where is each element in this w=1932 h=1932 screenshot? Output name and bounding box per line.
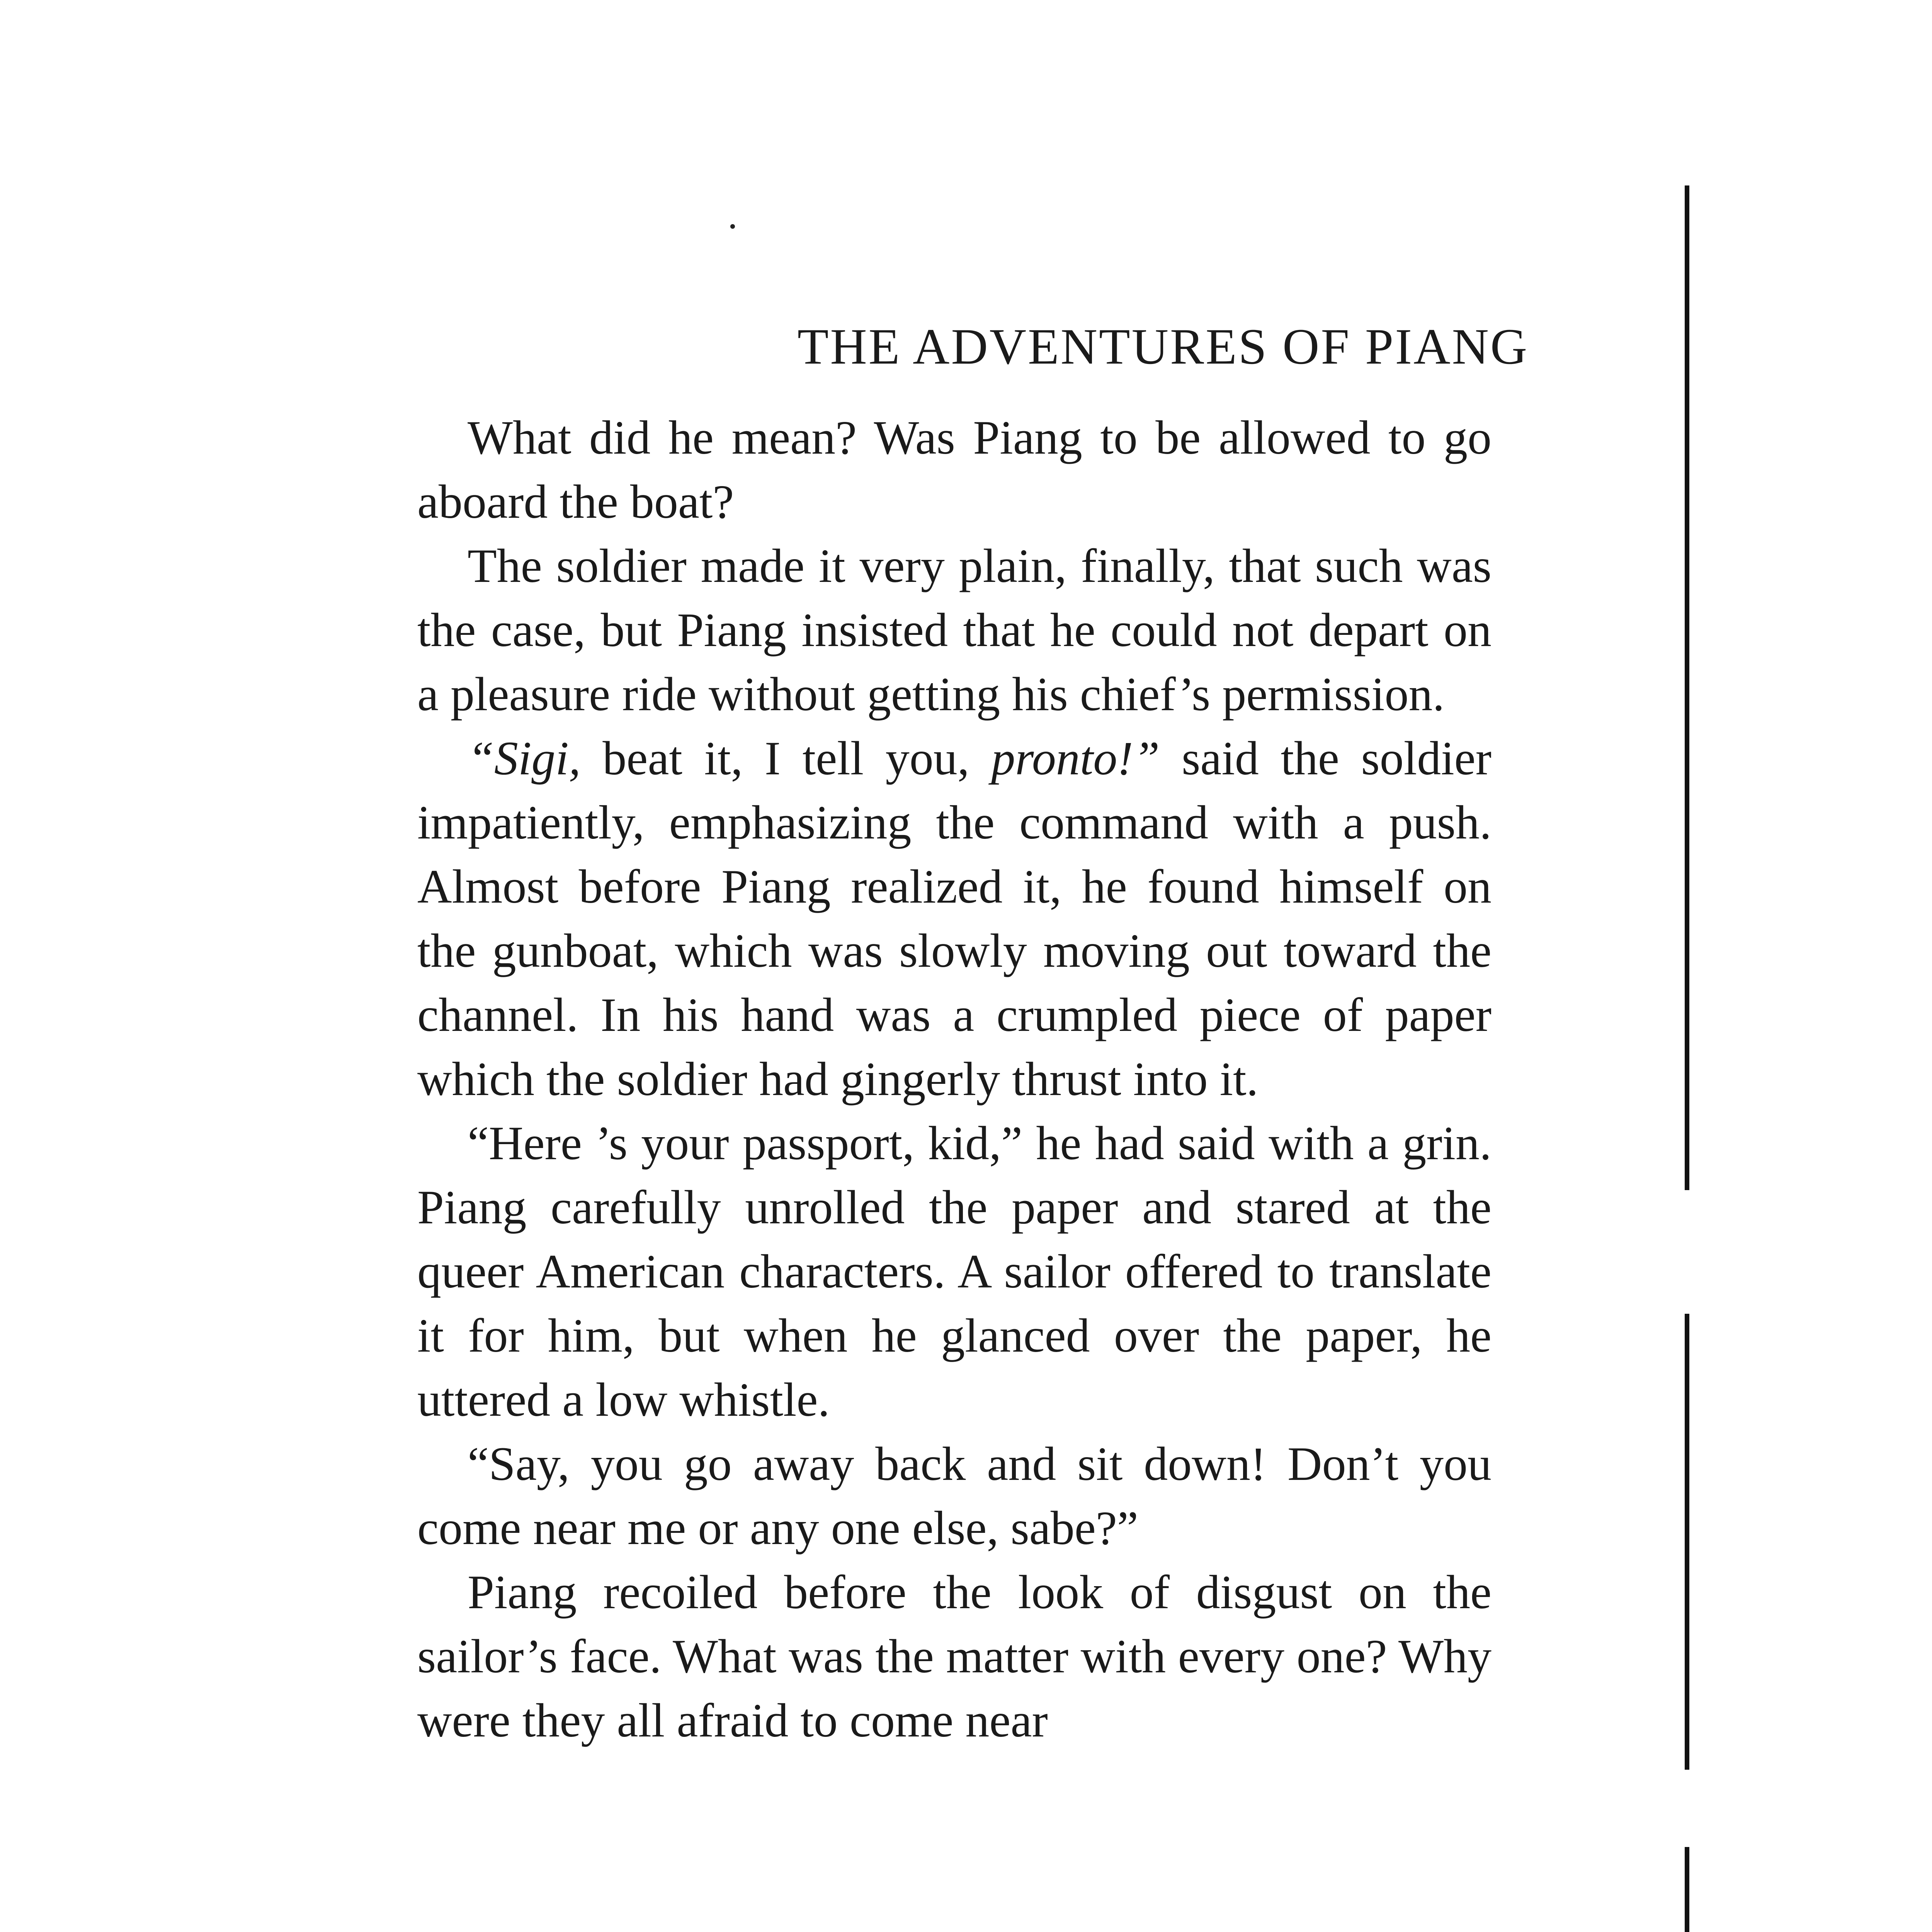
italic-text: pronto!”	[991, 732, 1160, 785]
scan-speck	[730, 224, 735, 229]
paragraph	[417, 1111, 1492, 1432]
text-run: The soldier made it very plain, finally, that such was the case, but Piang insisted that he could not depart on a pleasure ride without getting his chief’s permission.	[417, 539, 1492, 721]
text-run: “Say, you go away back and sit down! Don’t you come near me or any one else, sabe?”	[417, 1437, 1492, 1554]
scan-edge-rule	[1685, 1314, 1689, 1770]
text-run: said the soldier impatiently, emphasizing the command with a push. Almost before Piang realized it, he found himself on the gunboat, which was slowly moving out toward the channel. In his hand was a crumpled piece of paper which the soldier had gingerly thrust into it.	[417, 732, 1492, 1105]
body-text	[417, 406, 1492, 1753]
running-head: THE ADVENTURES OF PIANG	[797, 318, 1529, 375]
text-run: What did he mean? Was Piang to be allowed to go aboard the boat?	[417, 411, 1492, 528]
text-run: “Here ’s your passport, kid,” he had said with a grin. Piang carefully unrolled the paper and stared at the queer American characters. A sailor offered to translate it for him, but when he glanced over the paper, he uttered a low whistle.	[417, 1117, 1492, 1426]
scan-edge-rule	[1685, 1847, 1689, 1932]
text-run: beat it, I tell you,	[580, 732, 992, 785]
paragraph	[417, 406, 1492, 534]
paragraph	[417, 534, 1492, 726]
paragraph	[417, 1560, 1492, 1753]
italic-text: “Sigi,	[468, 732, 581, 785]
scan-edge-rule	[1685, 185, 1689, 1190]
paragraph	[417, 1432, 1492, 1560]
paragraph	[417, 726, 1492, 1111]
text-run: Piang recoiled before the look of disgust on the sailor’s face. What was the matter with every one? Why were they all afraid to come near	[417, 1566, 1492, 1747]
